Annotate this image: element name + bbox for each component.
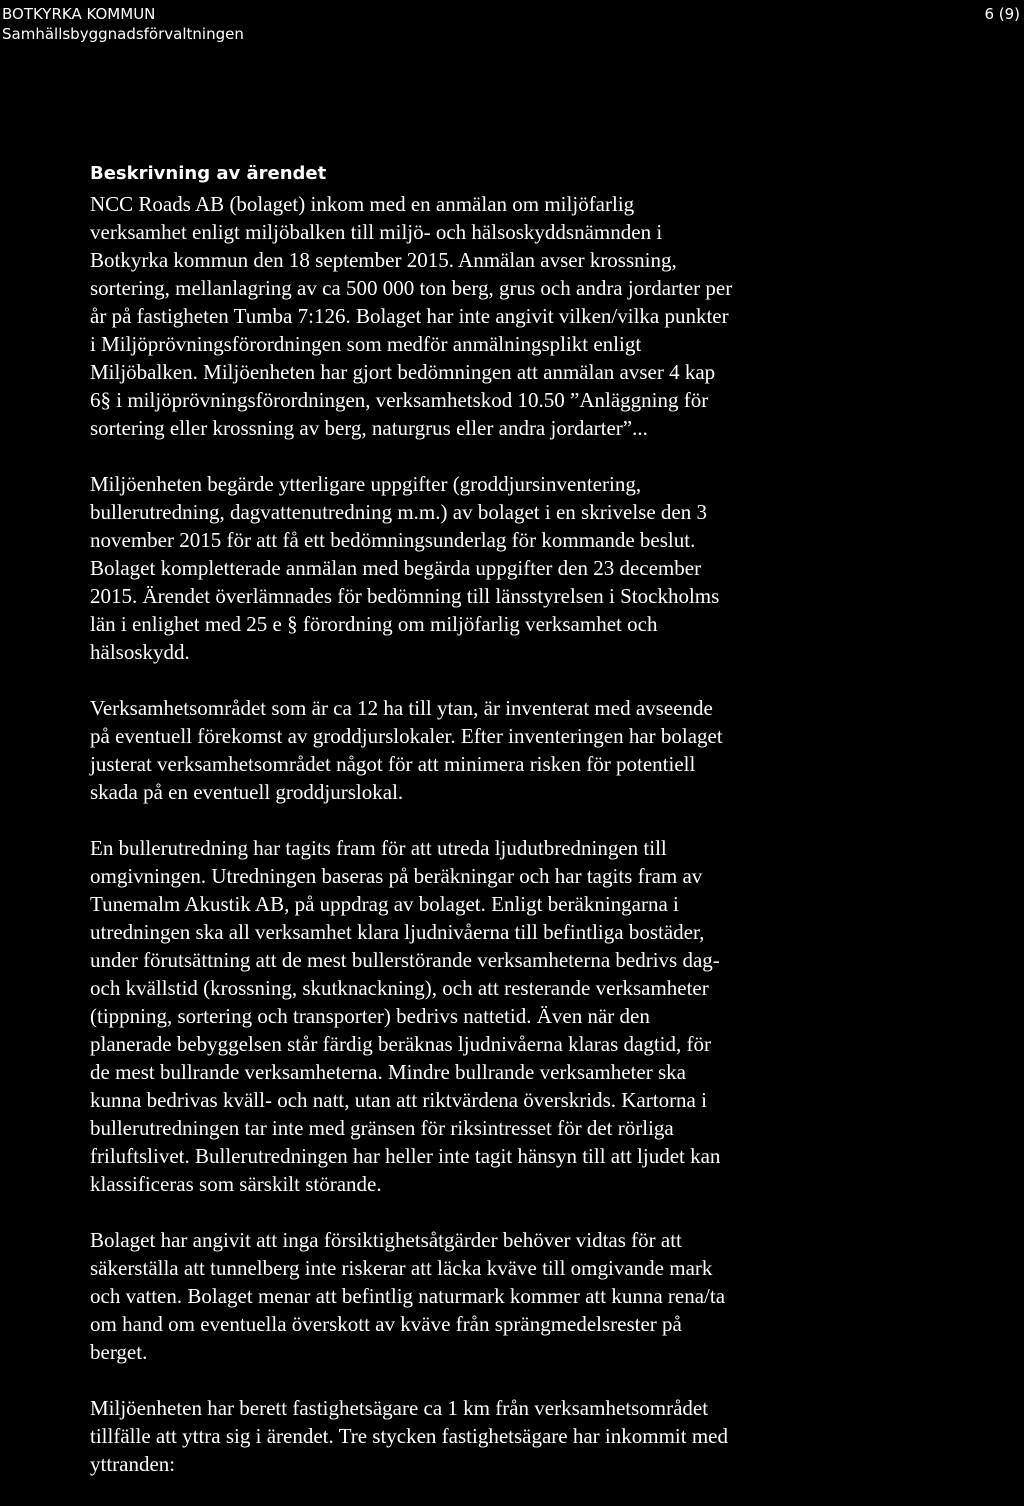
paragraph-nitrogen: Bolaget har angivit att inga försiktighetsåtgärder behöver vidtas för att säkerställa att tunnelberg inte riskerar att läcka kväve till omgivande mark och vatten. Bolaget menar att befintlig naturmark kommer att kunna rena/ta om hand om eventuella överskott av kväve från sprängmedelsrester på berget. bbox=[90, 1228, 726, 1364]
section-heading: Beskrivning av ärendet bbox=[90, 163, 327, 184]
department-name: Samhällsbyggnadsförvaltningen bbox=[2, 25, 244, 43]
paragraph-submission: NCC Roads AB (bolaget) inkom med en anmälan om miljöfarlig verksamhet enligt miljöbalken till miljö- och hälsoskyddsnämnden i Botkyrka kommun den 18 september 2015. Anmälan avser krossning, sortering, mellanlagring av ca 500 000 ton berg, grus och andra jordarter per år på fastigheten Tumba 7:126. Bolaget har inte angivit vilken/vilka punkter i Miljöprövningsförordningen som medför anmälningsplikt enligt Miljöbalken. Miljöenheten har gjort bedömningen att anmälan avser 4 kap 6§ i miljöprövningsförordningen, verksamhetskod 10.50 ”Anläggning för sortering eller krossning av berg, naturgrus eller andra jordarter”... bbox=[90, 192, 733, 440]
document-header bbox=[2, 4, 244, 44]
page-number: 6 (9) bbox=[984, 5, 1020, 23]
paragraph-noise-investigation: En bullerutredning har tagits fram för att utreda ljudutbredningen till omgivningen. Utredningen baseras på beräkningar och har tagits fram av Tunemalm Akustik AB, på uppdrag av bolaget. Enligt beräkningarna i utredningen ska all verksamhet klara ljudnivåerna till befintliga bostäder, under förutsättning att de mest bullerstörande verksamheterna bedrivs dag- och kvällstid (krossning, skutknackning), och att resterande verksamheter (tippning, sortering och transporter) bedrivs nattetid. Även när den planerade bebyggelsen står färdig beräknas ljudnivåerna klaras dagtid, för de mest bullrande verksamheterna. Mindre bullrande verksamheter ska kunna bedrivas kväll- och natt, utan att riktvärdena överskrids. Kartorna i bullerutredningen tar inte med gränsen för riksintresset för det rörliga friluftslivet. Bullerutredningen har heller inte tagit hänsyn till att ljudet kan klassificeras som särskilt störande. bbox=[90, 836, 721, 1196]
paragraph-property-owners: Miljöenheten har berett fastighetsägare ca 1 km från verksamhetsområdet tillfälle att yttra sig i ärendet. Tre stycken fastighetsägare har inkommit med yttranden: bbox=[90, 1396, 728, 1476]
paragraph-additional-info: Miljöenheten begärde ytterligare uppgifter (groddjursinventering, bullerutredning, dagvattenutredning m.m.) av bolaget i en skrivelse den 3 november 2015 för att få ett bedömningsunderlag för kommande beslut. Bolaget kompletterade anmälan med begärda uppgifter den 23 december 2015. Ärendet överlämnades för bedömning till länsstyrelsen i Stockholms län i enlighet med 25 e § förordning om miljöfarlig verksamhet och hälsoskydd. bbox=[90, 472, 720, 664]
organization-name: BOTKYRKA KOMMUN bbox=[2, 5, 156, 23]
paragraph-amphibian-inventory: Verksamhetsområdet som är ca 12 ha till ytan, är inventerat med avseende på eventuell förekomst av groddjurslokaler. Efter inventeringen har bolaget justerat verksamhetsområdet något för att minimera risken för potentiell skada på en eventuell groddjurslokal. bbox=[90, 696, 723, 804]
document-body bbox=[90, 162, 880, 1506]
